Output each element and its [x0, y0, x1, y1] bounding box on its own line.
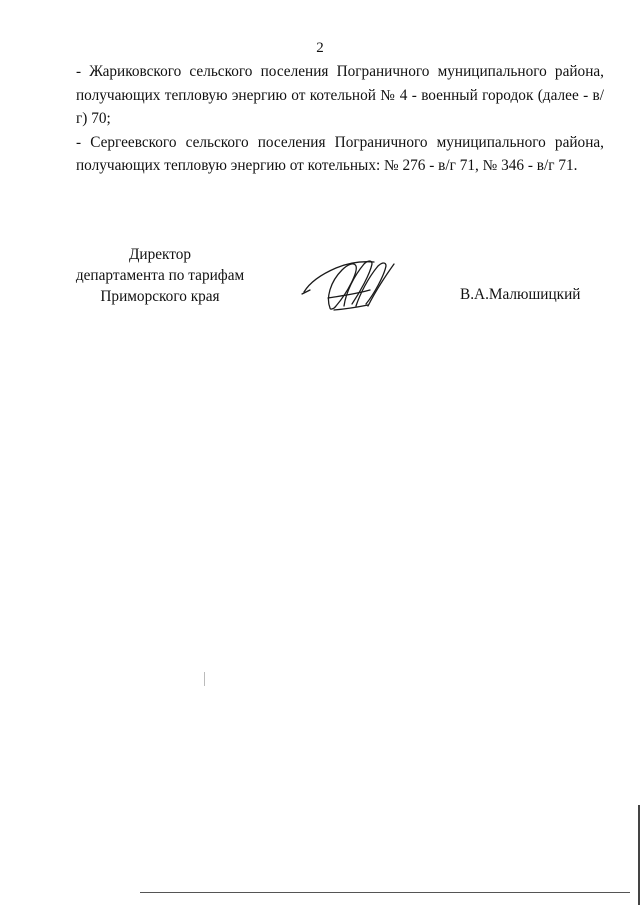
signer-title-line: Директор	[128, 246, 192, 263]
paragraph-sergeevskoe: - Сергеевского сельского поселения Пограничного муниципального района, получающих тепловую энергию от котельных: № 276 - в/г 71, № 346 - в/г 71.	[76, 133, 604, 174]
body-text	[76, 60, 604, 178]
signature-block	[0, 244, 640, 324]
paragraph-zharikovskoe: - Жариковского сельского поселения Пограничного муниципального района, получающих тепловую энергию от котельной № 4 - военный городок (далее - в/г) 70;	[76, 63, 604, 127]
scan-artifact	[204, 672, 205, 686]
signer-title	[60, 244, 260, 307]
scan-edge-bottom	[140, 892, 630, 893]
page-number: 2	[316, 40, 324, 56]
handwritten-signature	[300, 252, 402, 314]
signer-title-line: Приморского края	[100, 288, 220, 305]
signer-title-line: департамента по тарифам	[75, 267, 245, 284]
signer-name: В.А.Малюшицкий	[460, 286, 581, 303]
